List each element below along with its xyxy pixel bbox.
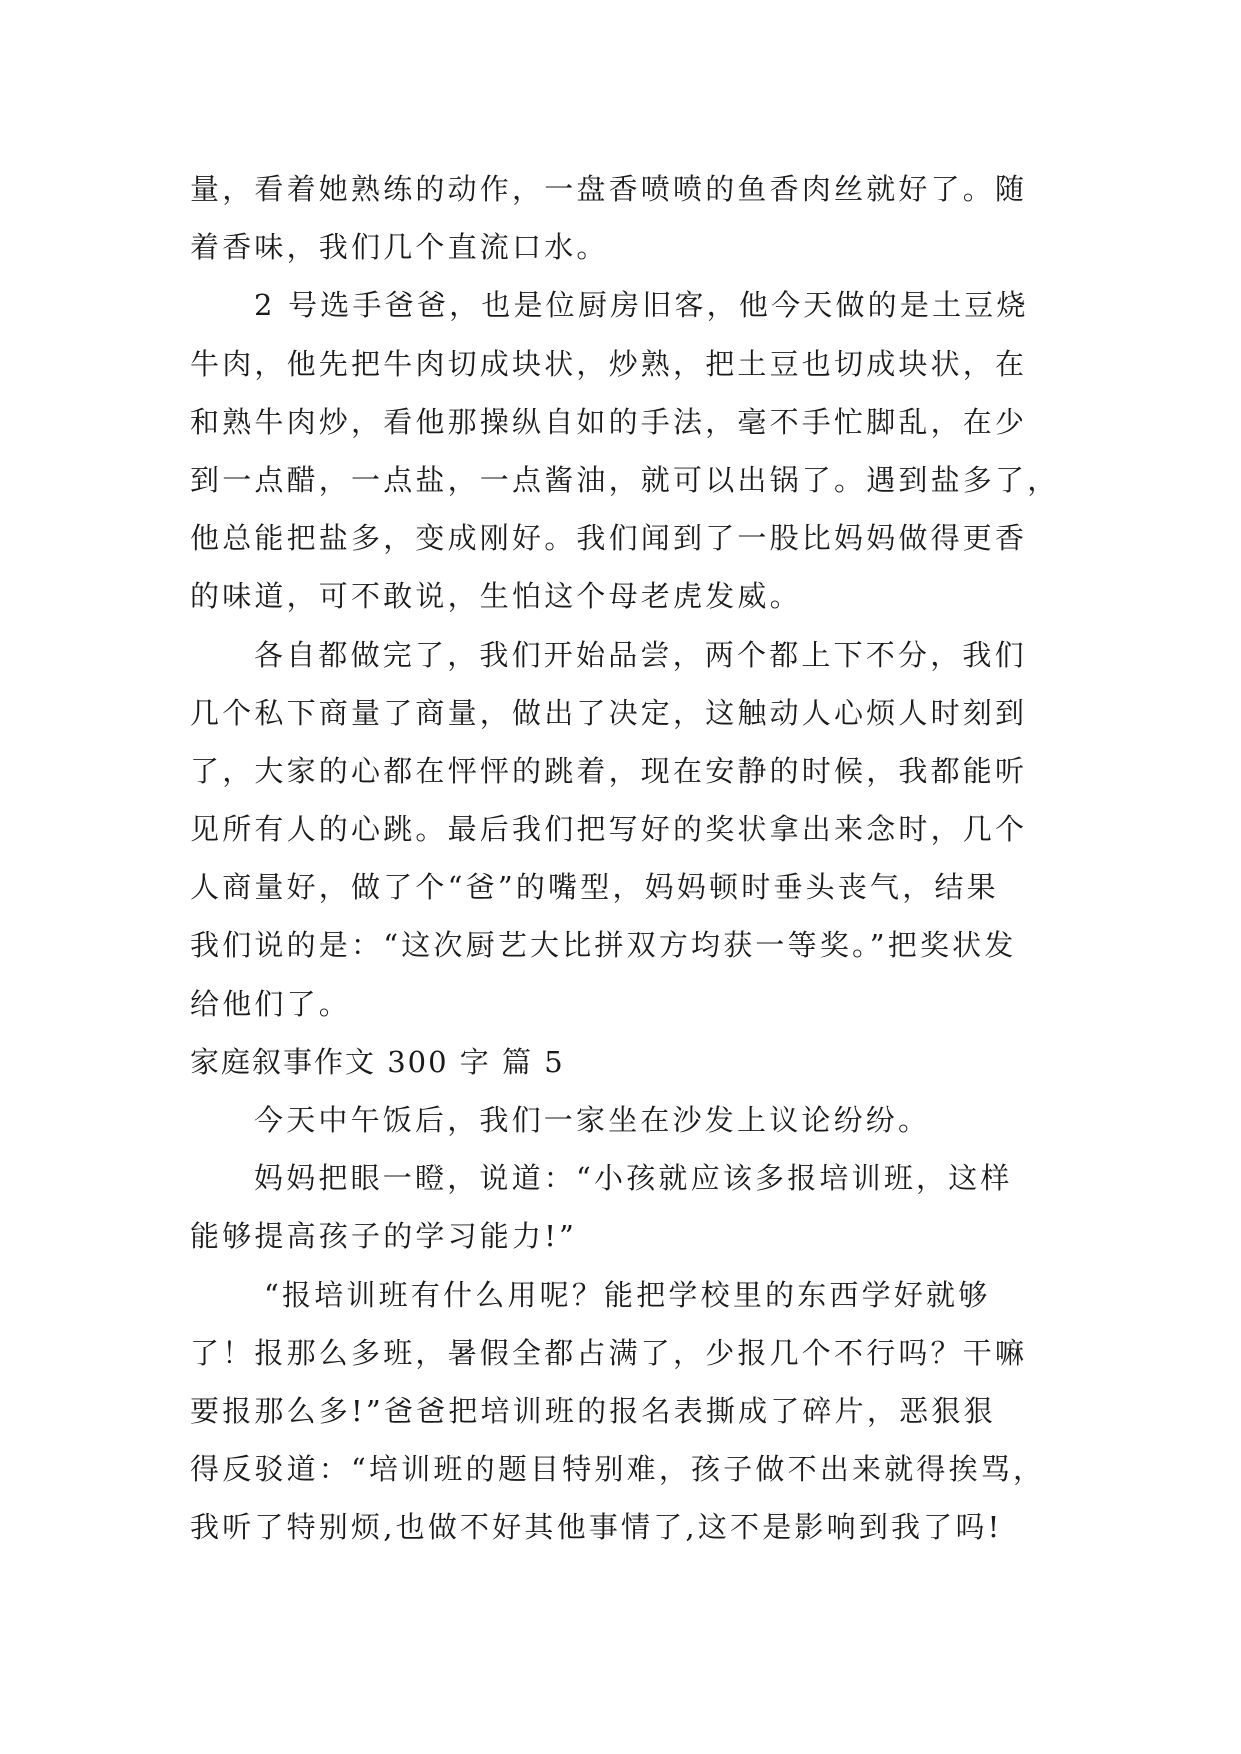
section-heading: 家庭叙事作文 300 字 篇 5 (190, 1044, 565, 1079)
text-line: 几个私下商量了商量，做出了决定，这触动人心烦人时刻到 (190, 695, 1028, 730)
text-line: 见所有人的心跳。最后我们把写好的奖状拿出来念时，几个 (190, 812, 1028, 847)
text-line: 人商量好，做了个“爸”的嘴型，妈妈顿时垂头丧气，结果 (190, 870, 999, 905)
article-body (190, 160, 1070, 1557)
text-line: 要报那么多!”爸爸把培训班的报名表撕成了碎片，恶狠狠 (190, 1393, 996, 1428)
text-line: 了！报那么多班，暑假全都占满了，少报几个不行吗？干嘛 (190, 1335, 1028, 1370)
text-line: 他总能把盐多，变成刚好。我们闻到了一股比妈妈做得更香 (190, 521, 1028, 556)
text-line: 了，大家的心都在怦怦的跳着，现在安静的时候，我都能听 (190, 753, 1028, 788)
text-line: “报培训班有什么用呢？能把学校里的东西学好就够 (264, 1277, 991, 1312)
text-line: 着香味，我们几个直流口水。 (190, 230, 609, 265)
text-line: 我听了特别烦,也做不好其他事情了,这不是影响到我了吗! (190, 1510, 1003, 1545)
text-line: 到一点醋，一点盐，一点酱油，就可以出锅了。遇到盐多了， (190, 462, 1060, 497)
text-line: 2 号选手爸爸，也是位厨房旧客，他今天做的是土豆烧 (254, 288, 1029, 323)
paragraph (190, 160, 1070, 276)
text-line: 各自都做完了，我们开始品尝，两个都上下不分，我们 (254, 637, 1027, 672)
text-line: 牛肉，他先把牛肉切成块状，炒熟，把土豆也切成块状，在 (190, 346, 1028, 381)
paragraph (190, 1149, 1070, 1265)
paragraph (190, 1266, 1070, 1557)
text-line: 妈妈把眼一瞪，说道：“小孩就应该多报培训班，这样 (254, 1161, 1013, 1196)
paragraph (190, 1091, 1070, 1149)
text-line: 的味道，可不敢说，生怕这个母老虎发威。 (190, 579, 802, 614)
text-line: 得反驳道：“培训班的题目特别难，孩子做不出来就得挨骂， (190, 1452, 1046, 1487)
text-line: 和熟牛肉炒，看他那操纵自如的手法，毫不手忙脚乱，在少 (190, 404, 1028, 439)
text-line: 能够提高孩子的学习能力!” (190, 1219, 578, 1254)
text-line: 今天中午饭后，我们一家坐在沙发上议论纷纷。 (254, 1103, 931, 1137)
text-line: 量，看着她熟练的动作，一盘香喷喷的鱼香肉丝就好了。随 (190, 172, 1028, 206)
paragraph (190, 276, 1070, 625)
text-line: 给他们了。 (190, 986, 352, 1021)
text-line: 我们说的是：“这次厨艺大比拼双方均获一等奖。”把奖状发 (190, 928, 1017, 963)
paragraph (190, 626, 1070, 1033)
